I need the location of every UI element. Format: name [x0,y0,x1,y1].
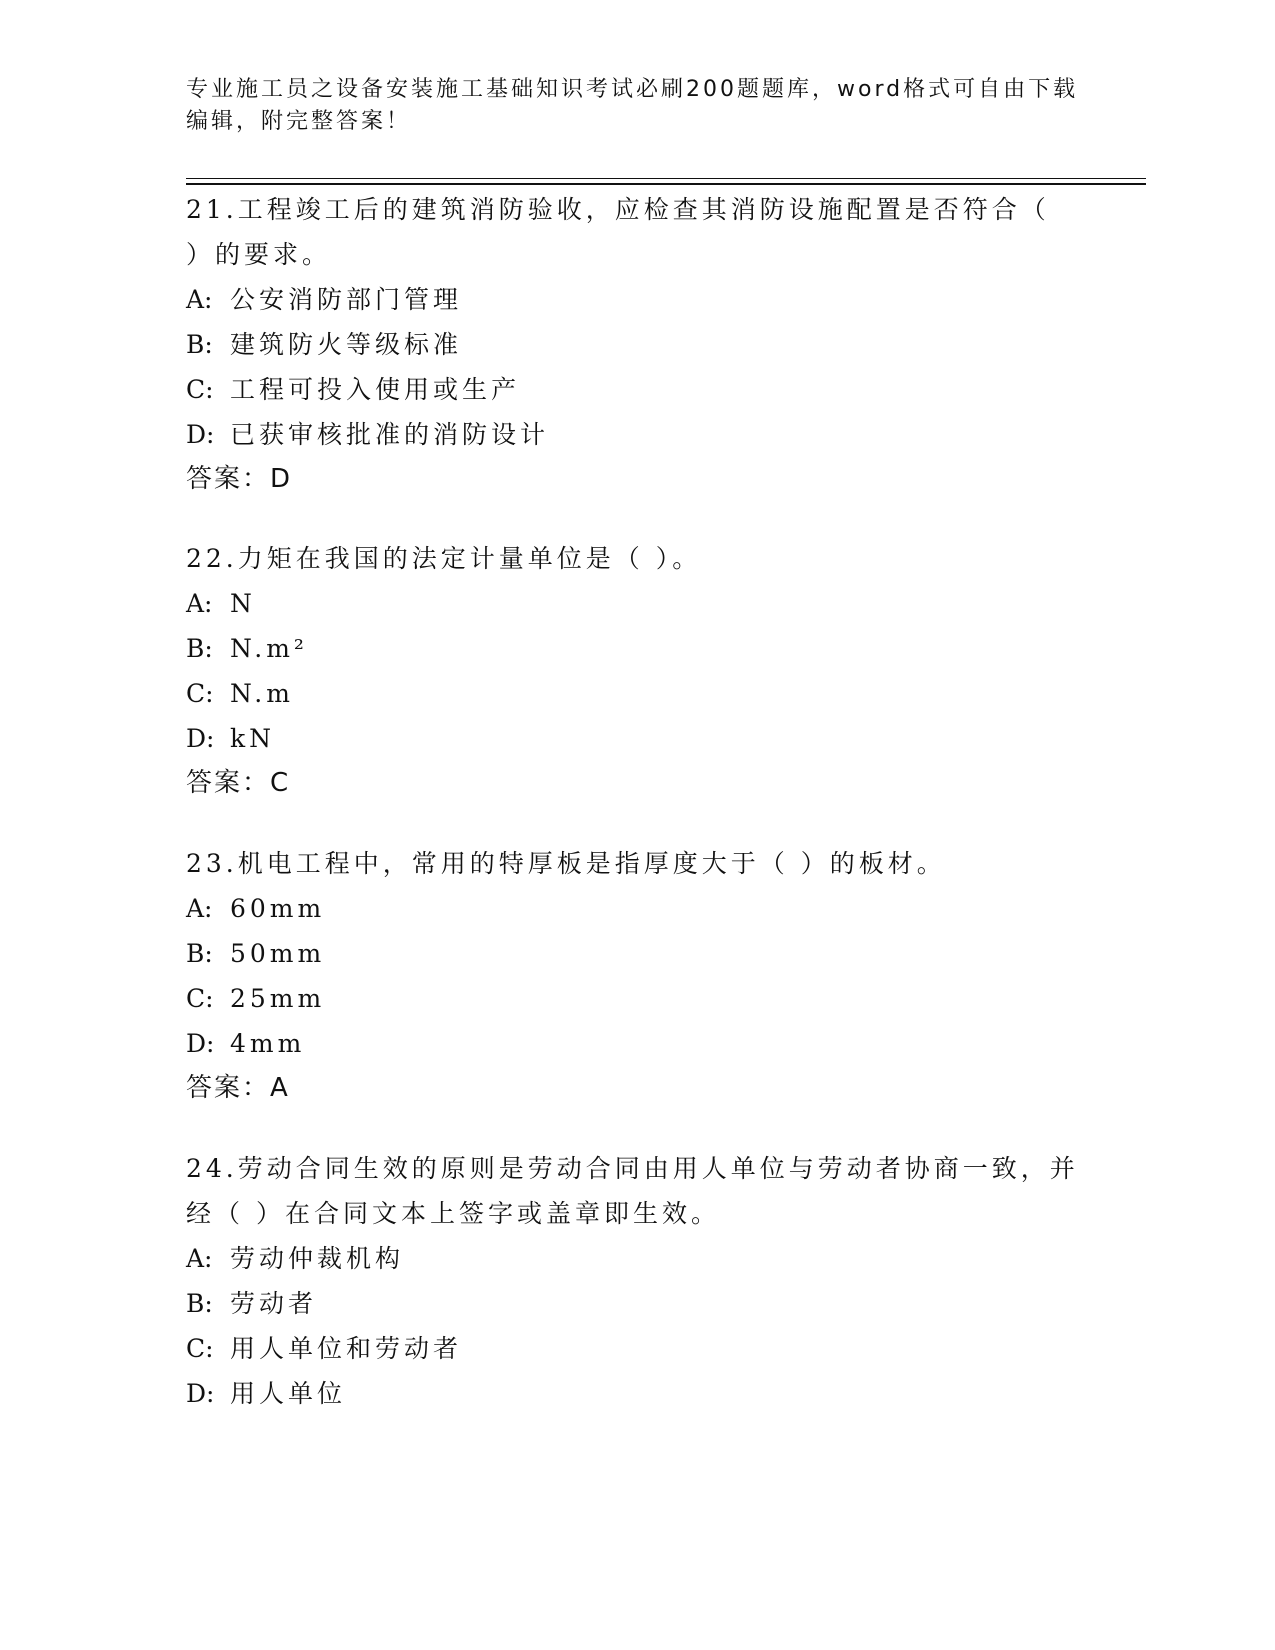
answer: 答案：C [186,768,291,798]
option-c [186,367,1086,412]
option-label: B: [186,1289,213,1318]
option-text: 50mm [230,939,326,968]
option-text: N [230,589,256,618]
option-label: A: [186,894,213,923]
answer: 答案：A [186,1073,290,1103]
question-stem: 22.力矩在我国的法定计量单位是（ ）。 [186,544,702,573]
option-a [186,1236,1086,1281]
question-23 [186,841,1086,1111]
option-c [186,671,1086,716]
option-text: 公安消防部门管理 [230,285,463,314]
header-rule-thin [186,178,1146,179]
option-label: C: [186,984,214,1013]
option-label: B: [186,330,213,359]
header-line-1: 专业施工员之设备安装施工基础知识考试必刷200题题库，word格式可自由下载 [186,77,1079,102]
option-text: 用人单位和劳动者 [230,1334,463,1363]
question-21 [186,187,1086,502]
header-rule-thick [186,183,1146,185]
option-label: C: [186,1334,214,1363]
option-label: C: [186,679,214,708]
option-text: 25mm [230,984,326,1013]
option-label: D: [186,1379,215,1408]
header-line-2: 编辑，附完整答案！ [186,109,412,134]
option-text: 劳动仲裁机构 [230,1244,405,1273]
option-text: N.m² [230,634,308,663]
question-stem-continued: 经（ ）在合同文本上签字或盖章即生效。 [186,1199,720,1228]
question-stem: 21.工程竣工后的建筑消防验收，应检查其消防设施配置是否符合（ [186,195,1050,224]
option-text: 4mm [230,1029,306,1058]
option-label: A: [186,1244,213,1273]
option-text: 建筑防火等级标准 [230,330,463,359]
option-text: kN [230,724,276,753]
option-label: B: [186,939,213,968]
option-label: C: [186,375,214,404]
question-stem-continued: ）的要求。 [186,240,332,269]
option-text: 已获审核批准的消防设计 [230,420,550,449]
option-b [186,322,1086,367]
question-22 [186,536,1086,806]
option-c [186,1326,1086,1371]
option-text: 60mm [230,894,326,923]
option-a [186,886,1086,931]
option-d [186,1371,1086,1416]
answer: 答案：D [186,464,293,494]
option-text: 工程可投入使用或生产 [230,375,521,404]
option-label: B: [186,634,213,663]
option-b [186,1281,1086,1326]
question-stem: 24.劳动合同生效的原则是劳动合同由用人单位与劳动者协商一致，并 [186,1154,1079,1183]
option-label: A: [186,285,213,314]
option-text: N.m [230,679,294,708]
option-label: D: [186,420,215,449]
option-label: D: [186,1029,215,1058]
question-stem: 23.机电工程中，常用的特厚板是指厚度大于（ ）的板材。 [186,849,946,878]
option-c [186,976,1086,1021]
option-a [186,277,1086,322]
question-24 [186,1146,1086,1416]
option-label: A: [186,589,213,618]
option-label: D: [186,724,215,753]
option-d [186,716,1086,761]
option-text: 用人单位 [230,1379,347,1408]
option-d [186,412,1086,457]
option-a [186,581,1086,626]
option-b [186,931,1086,976]
option-text: 劳动者 [230,1289,318,1318]
document-header [186,74,1086,138]
option-b [186,626,1086,671]
option-d [186,1021,1086,1066]
